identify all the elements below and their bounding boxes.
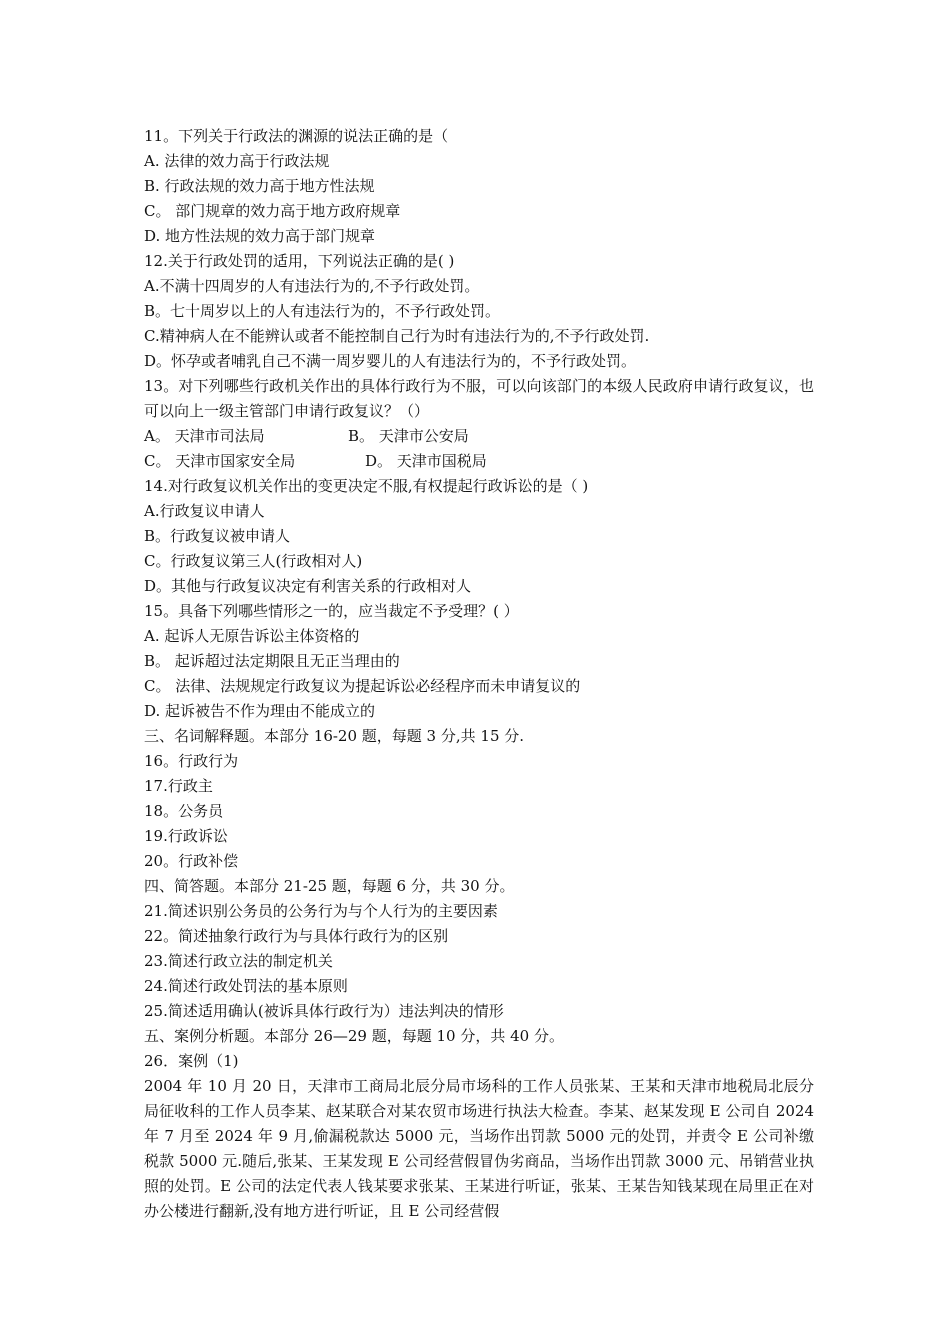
q19-term: 19.行政诉讼 xyxy=(144,827,228,845)
section-4-heading: 四、简答题。本部分 21-25 题，每题 6 分，共 30 分。 xyxy=(144,877,515,895)
q15-option-b: B。 起诉超过法定期限且无正当理由的 xyxy=(144,652,400,670)
q12-option-a: A.不满十四周岁的人有违法行为的,不予行政处罚。 xyxy=(144,277,480,295)
section-3-heading: 三、名词解释题。本部分 16-20 题，每题 3 分,共 15 分. xyxy=(144,727,525,745)
q26-case-title: 26．案例（1) xyxy=(144,1052,239,1070)
q13-option-a: A。 天津市司法局 xyxy=(144,427,265,445)
q14-option-d: D。其他与行政复议决定有利害关系的行政相对人 xyxy=(144,577,472,595)
q22-question: 22。简述抽象行政行为与具体行政行为的区别 xyxy=(144,927,449,945)
q11-option-d: D. 地方性法规的效力高于部门规章 xyxy=(144,227,376,245)
q13-option-c: C。 天津市国家安全局 xyxy=(144,452,296,470)
q13-option-d: D。 天津市国税局 xyxy=(365,452,487,470)
case-paragraph: 2004 年 10 月 20 日，天津市工商局北辰分局市场科的工作人员张某、王某和天津市地税局北辰分局征收科的工作人员李某、赵某联合对某农贸市场进行执法大检查。李某、赵某发现 E 公司自 2024 年 7 月至 2024 年 9 月,偷漏税款达 5000 元，当场作出罚款 5000 元的处罚，并责令 E 公司补缴税款 5000 元.随后,张某、王某发现 E 公司经营假冒伪劣商品，当场作出罚款 3000 元、吊销营业执照的处罚。E 公司的法定代表人钱某要求张某、王某进行听证，张某、王某告知钱某现在局里正在对办公楼进行翻新,没有地方进行听证，且 E 公司经营假 xyxy=(144,1077,814,1220)
q11-option-a: A. 法律的效力高于行政法规 xyxy=(144,152,330,170)
q15-stem: 15。具备下列哪些情形之一的，应当裁定不予受理？( ） xyxy=(144,602,519,620)
q15-option-d: D. 起诉被告不作为理由不能成立的 xyxy=(144,702,376,720)
q14-option-a: A.行政复议申请人 xyxy=(144,502,265,520)
q11-option-b: B. 行政法规的效力高于地方性法规 xyxy=(144,177,375,195)
q25-question: 25.简述适用确认(被诉具体行政行为）违法判决的情形 xyxy=(144,1002,504,1020)
q14-option-b: B。行政复议被申请人 xyxy=(144,527,291,545)
q13-stem: 13。对下列哪些行政机关作出的具体行政行为不服，可以向该部门的本级人民政府申请行政复议，也可以向上一级主管部门申请行政复议？（） xyxy=(144,377,814,420)
section-5-heading: 五、案例分析题。本部分 26—29 题，每题 10 分，共 40 分。 xyxy=(144,1027,564,1045)
q12-option-c: C.精神病人在不能辨认或者不能控制自己行为时有违法行为的,不予行政处罚. xyxy=(144,327,650,345)
q12-option-b: B。七十周岁以上的人有违法行为的，不予行政处罚。 xyxy=(144,302,501,320)
q15-option-a: A. 起诉人无原告诉讼主体资格的 xyxy=(144,627,360,645)
document-body xyxy=(144,124,814,1224)
q12-option-d: D。怀孕或者哺乳自己不满一周岁婴儿的人有违法行为的，不予行政处罚。 xyxy=(144,352,637,370)
q21-question: 21.简述识别公务员的公务行为与个人行为的主要因素 xyxy=(144,902,498,920)
q16-term: 16。行政行为 xyxy=(144,752,239,770)
q18-term: 18。公务员 xyxy=(144,802,224,820)
q20-term: 20。行政补偿 xyxy=(144,852,239,870)
q13-option-b: B。 天津市公安局 xyxy=(348,427,469,445)
q17-term: 17.行政主 xyxy=(144,777,213,795)
q24-question: 24.简述行政处罚法的基本原则 xyxy=(144,977,348,995)
q13-options-row-2 xyxy=(144,449,814,474)
q11-stem: 11。下列关于行政法的渊源的说法正确的是（ xyxy=(144,127,449,145)
q14-option-c: C。行政复议第三人(行政相对人) xyxy=(144,552,363,570)
q23-question: 23.简述行政立法的制定机关 xyxy=(144,952,333,970)
q15-option-c: C。 法律、法规规定行政复议为提起诉讼必经程序而未申请复议的 xyxy=(144,677,581,695)
q14-stem: 14.对行政复议机关作出的变更决定不服,有权提起行政诉讼的是（ ) xyxy=(144,477,589,495)
q11-option-c: C。 部门规章的效力高于地方政府规章 xyxy=(144,202,401,220)
q13-options-row-1 xyxy=(144,424,814,449)
q12-stem: 12.关于行政处罚的适用，下列说法正确的是( ) xyxy=(144,252,455,270)
